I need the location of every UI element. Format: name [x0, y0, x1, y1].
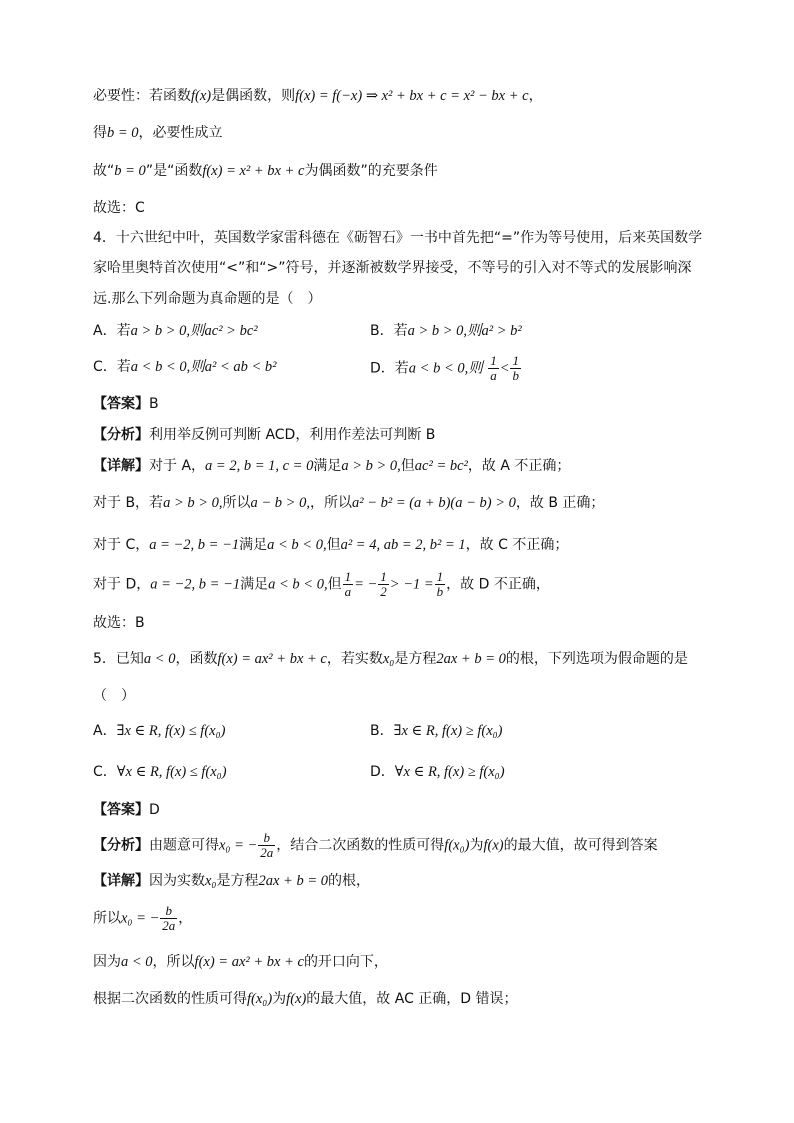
q4-answer: 【答案】B — [93, 396, 159, 412]
q5-option-d: D．∀x ∈ R, f(x) ≥ f(x₀) — [370, 764, 505, 780]
q4-detail-b: 对于 B，若a > b > 0,所以a − b > 0,，所以a² − b² = (a + b)(a − b) > 0，故 B 正确； — [93, 495, 605, 511]
necessity-conclusion: 故“b = 0”是“函数f(x) = x² + bx + c为偶函数”的充要条件 — [93, 163, 438, 179]
q4-detail-d: 对于 D，a = −2, b = −1满足a < b < 0,但 $\frac{1}{a}$ = − $\frac{1}{2}$ > −1 = $\frac{1}{b}$ ，故 D 不正确， — [93, 569, 550, 599]
fraction: $\frac{b}{2a}$ — [162, 903, 176, 933]
q5-answer: 【答案】D — [93, 802, 160, 818]
q5-stem-line-2: （ ） — [93, 688, 135, 704]
q5-stem-line-1: 5．已知a < 0，函数f(x) = ax² + bx + c，若实数x₀是方程2ax + b = 0的根，下列选项为假命题的是 — [93, 651, 688, 667]
q4-stem-line-1: 4．十六世纪中叶，英国数学家雷科德在《砺智石》一书中首先把“=”作为等号使用，后来英国数学 — [93, 230, 703, 246]
q4-stem-line-3: 远.那么下列命题为真命题的是（ ） — [93, 291, 322, 307]
necessity-choice: 故选：C — [93, 200, 145, 216]
q5-detail-2: 所以x₀ = − $\frac{b}{2a}$ ， — [93, 903, 193, 933]
fraction: $\frac{b}{2a}$ — [260, 830, 274, 860]
q5-detail-3: 因为a < 0，所以f(x) = ax² + bx + c的开口向下， — [93, 954, 388, 970]
fraction: $\frac{1}{b}$ — [512, 353, 519, 383]
q5-option-b: B．∃x ∈ R, f(x) ≥ f(x₀) — [370, 723, 503, 739]
q4-option-c: C．若a < b < 0,则a² < ab < b² — [93, 359, 277, 375]
q4-detail-a: 【详解】对于 A，a = 2, b = 1, c = 0满足a > b > 0,但ac² = bc²，故 A 不正确； — [93, 458, 571, 474]
q5-detail-1: 【详解】因为实数x₀是方程2ax + b = 0的根， — [93, 873, 370, 889]
necessity-line-2: 得b = 0，必要性成立 — [93, 125, 223, 141]
fraction: $\frac{1}{2}$ — [380, 569, 387, 599]
fraction: $\frac{1}{a}$ — [490, 353, 497, 383]
q4-stem-line-2: 家哈里奥特首次使用“<”和“>”符号，并逐渐被数学界接受，不等号的引入对不等式的发展影响深 — [93, 260, 692, 276]
q5-analysis: 【分析】由题意可得x₀ = − $\frac{b}{2a}$ ，结合二次函数的性质可得f(x₀)为f(x)的最大值，故可得到答案 — [93, 830, 658, 860]
necessity-line-1: 必要性：若函数f(x)是偶函数，则f(x) = f(−x) ⇒ x² + bx + c = x² − bx + c， — [93, 88, 543, 104]
q5-option-a: A．∃x ∈ R, f(x) ≤ f(x₀) — [93, 723, 226, 739]
q4-option-b: B．若a > b > 0,则a² > b² — [370, 323, 522, 339]
q4-option-d: D．若a < b < 0,则 $\frac{1}{a}$ < $\frac{1}{b}$ — [370, 353, 519, 383]
q5-option-c: C．∀x ∈ R, f(x) ≤ f(x₀) — [93, 764, 227, 780]
fraction: $\frac{1}{a}$ — [344, 569, 352, 599]
q4-analysis: 【分析】利用举反例可判断 ACD，利用作差法可判断 B — [93, 427, 436, 443]
fraction: $\frac{1}{b}$ — [436, 569, 444, 599]
q4-detail-c: 对于 C，a = −2, b = −1满足a < b < 0,但a² = 4, ab = 2, b² = 1，故 C 不正确； — [93, 537, 569, 553]
q4-choice: 故选：B — [93, 615, 145, 631]
q4-option-a: A．若a > b > 0,则ac² > bc² — [93, 323, 258, 339]
q5-detail-4: 根据二次函数的性质可得f(x₀)为f(x)的最大值，故 AC 正确，D 错误； — [93, 991, 518, 1007]
